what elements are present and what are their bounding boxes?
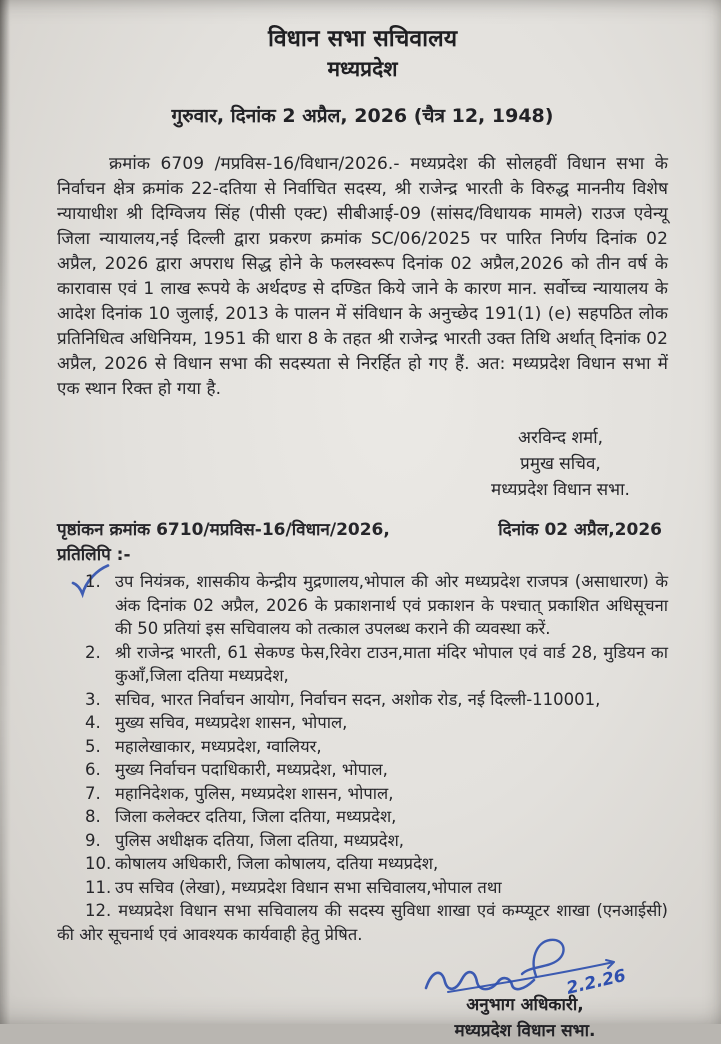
- copy-item-text: उप सचिव (लेखा), मध्यप्रदेश विधान सभा सचिवालय,भोपाल तथा: [115, 877, 502, 897]
- copy-list-item: [57, 805, 668, 829]
- copy-item-text: महालेखाकार, मध्यप्रदेश, ग्वालियर,: [115, 736, 322, 756]
- copy-item-text: मुख्य निर्वाचन पदाधिकारी, मध्यप्रदेश, भोपाल,: [115, 760, 388, 779]
- signatory-bottom-designation: अनुभाग अधिकारी,: [466, 995, 584, 1015]
- copy-item-text: मध्यप्रदेश विधान सभा सचिवालय की सदस्य सुविधा शाखा एवं कम्प्यूटर शाखा (एनआईसी) की ओर सूचनार्थ एवं आवश्यक कार्यवाही हेतु प्रेषित.: [57, 901, 668, 944]
- copy-item-number: 7.: [85, 783, 101, 803]
- copy-item-number: 8.: [85, 807, 101, 826]
- copy-item-number: 1.: [85, 572, 101, 591]
- copy-item-text: कोषालय अधिकारी, जिला कोषालय, दतिया मध्यप्रदेश,: [115, 854, 439, 873]
- copy-item-number: 4.: [85, 713, 101, 732]
- copy-list-item: [57, 899, 668, 946]
- endorsement-date: दिनांक 02 अप्रैल,2026: [498, 520, 662, 540]
- copy-list-item: [57, 735, 668, 759]
- copy-distribution-list: [57, 570, 668, 946]
- copy-list-item: [57, 688, 668, 712]
- copy-item-text: उप नियंत्रक, शासकीय केन्द्रीय मुद्रणालय,भोपाल की ओर मध्यप्रदेश राजपत्र (असाधारण) के अंक दिनांक 02 अप्रैल, 2026 के प्रकाशनार्थ एवं प्रकाशन के पश्चात् प्रकाशित अधिसूचना की 50 प्रतियां इस सचिवालय को तत्काल उपलब्ध कराने की व्यवस्था करें.: [115, 572, 668, 638]
- copy-item-number: 9.: [85, 830, 101, 850]
- copy-item-text: मुख्य सचिव, मध्यप्रदेश शासन, भोपाल,: [115, 713, 348, 732]
- signatory-top-organization: मध्यप्रदेश विधान सभा.: [491, 480, 630, 500]
- endorsement-number: पृष्ठांकन क्रमांक 6710/मप्रविस-16/विधान/2026,: [57, 520, 390, 540]
- document-title: विधान सभा सचिवालय: [267, 26, 458, 52]
- copy-list-item: [57, 876, 668, 900]
- signatory-bottom-organization: मध्यप्रदेश विधान सभा.: [454, 1021, 596, 1041]
- copy-list-item: [57, 782, 668, 806]
- copy-list-item: [57, 829, 668, 853]
- document-dateline: गुरुवार, दिनांक 2 अप्रैल, 2026 (चैत्र 12, 1948): [171, 105, 554, 127]
- copy-list-item: [57, 852, 668, 876]
- copy-item-text: सचिव, भारत निर्वाचन आयोग, निर्वाचन सदन, अशोक रोड, नई दिल्ली-110001,: [115, 689, 601, 709]
- copy-item-text: महानिदेशक, पुलिस, मध्यप्रदेश शासन, भोपाल,: [115, 783, 394, 803]
- signatory-block-bottom: [410, 965, 640, 1044]
- copy-item-text: पुलिस अधीक्षक दतिया, जिला दतिया, मध्यप्रदेश,: [115, 830, 405, 850]
- copy-item-number: 10.: [85, 854, 112, 873]
- copy-to-label: प्रतिलिपि :-: [57, 545, 131, 565]
- copy-list-item: [57, 641, 668, 688]
- copy-list-item: [57, 758, 668, 782]
- document-header: [57, 24, 668, 129]
- copy-item-text: जिला कलेक्टर दतिया, जिला दतिया, मध्यप्रदेश,: [115, 807, 397, 826]
- endorsement-row: [57, 518, 668, 543]
- copy-item-number: 6.: [85, 760, 101, 779]
- notification-body-paragraph: क्रमांक 6709 /मप्रविस-16/विधान/2026.- मध्यप्रदेश की सोलहवीं विधान सभा के निर्वाचन क्षेत्र क्रमांक 22-दतिया से निर्वाचित सदस्य, श्री राजेन्द्र भारती के विरुद्ध माननीय विशेष न्यायाधीश श्री दिग्विजय सिंह (पीसी एक्ट) सीबीआई-09 (सांसद/विधायक मामले) राउज एवेन्यू जिला न्यायालय,नई दिल्ली द्वारा प्रकरण क्रमांक SC/06/2025 पर पारित निर्णय दिनांक 02 अप्रैल, 2026 द्वारा अपराध सिद्ध होने के फलस्वरूप दिनांक 02 अप्रैल,2026 को तीन वर्ष के कारावास एवं 1 लाख रूपये के अर्थदण्ड से दण्डित किये जाने के कारण मान. सर्वोच्च न्यायालय के आदेश दिनांक 10 जुलाई, 2013 के पालन में संविधान के अनुच्छेद 191(1) (e) सहपठित लोक प्रतिनिधित्व अधिनियम, 1951 की धारा 8 के तहत श्री राजेन्द्र भारती उक्त तिथि अर्थात् दिनांक 02 अप्रैल, 2026 से विधान सभा की सदस्यता से निरर्हित हो गए हैं. अत: मध्यप्रदेश विधान सभा में एक स्थान रिक्त हो गया है.: [57, 154, 668, 399]
- copy-list-item: [57, 570, 668, 641]
- signatory-top-name: अरविन्द शर्मा,: [517, 428, 603, 448]
- signatory-top-designation: प्रमुख सचिव,: [520, 454, 601, 474]
- document-subtitle: मध्यप्रदेश: [327, 57, 398, 81]
- copy-item-number: 5.: [85, 736, 101, 756]
- signatory-block-top: [453, 425, 668, 503]
- signature-date: 2.2.26: [564, 965, 628, 999]
- copy-item-number: 12.: [85, 901, 112, 920]
- copy-list-item: [57, 711, 668, 735]
- copy-item-number: 11.: [85, 877, 112, 897]
- copy-item-number: 2.: [85, 642, 101, 662]
- copy-item-text: श्री राजेन्द्र भारती, 61 सेकण्ड फेस,रिवेरा टाउन,माता मंदिर भोपाल एवं वार्ड 28, मुडियन का कुआँ,जिला दतिया मध्यप्रदेश,: [115, 642, 668, 685]
- copy-item-number: 3.: [85, 689, 101, 709]
